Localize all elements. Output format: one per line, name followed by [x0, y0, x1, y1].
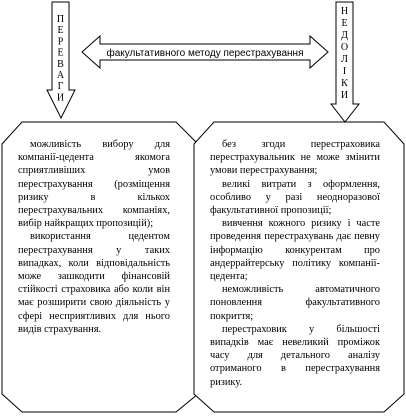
advantages-title-letter: П	[56, 14, 65, 25]
advantages-title-letter: Г	[57, 81, 64, 93]
disadvantage-item: перестраховик у більшості випадків має невеликий проміжок часу для детального аналізу отриманого в перестрахування ризику.	[210, 323, 380, 388]
disadvantages-title-letter: Н	[340, 6, 349, 17]
advantages-title-letter: И	[56, 92, 65, 104]
advantages-title-letter: Е	[57, 47, 64, 59]
disadvantages-title-letter: Д	[341, 30, 348, 41]
disadvantage-item: без згоди перестраховика перестрахувальник не може змінити умови перестрахування;	[210, 139, 380, 177]
disadvantage-item: неможливість автоматичного поновлення факультативного покриття;	[210, 284, 380, 322]
disadvantages-title-letter: Е	[341, 18, 348, 29]
disadvantages-list	[210, 138, 380, 389]
disadvantage-item: вивчення кожного ризику і часте проведення перестрахувань дає певну інформацію конкурентам про андеррайтерську політику компанії-цедента;	[210, 218, 380, 283]
advantages-title-letter: Р	[57, 36, 64, 48]
method-label: факультативного методу перестрахування	[106, 48, 304, 59]
advantages-title-letter: Е	[57, 25, 64, 37]
disadvantages-title-letter: Л	[341, 54, 348, 65]
advantage-item: можливість вибору для компанії-цедента якомога сприятливіших умов перестрахування (розміщення ризику в кількох перестрахувальних компаніях, вибір найкращих пропозицій);	[18, 139, 170, 230]
disadvantages-title-letter: К	[341, 78, 348, 89]
disadvantages-title-letter: О	[340, 42, 349, 53]
advantage-item: використання цедентом перестрахування у таких випадках, коли відповідальність може зашкодити фінансовій стійкості страховика або коли він має розширити свою діяльність у сфері несприятливих для нього видів страхування.	[18, 231, 170, 335]
advantages-list	[18, 138, 170, 336]
disadvantages-title-letter: І	[342, 66, 347, 77]
disadvantage-item: великі витрати з оформлення, особливо у разі неодноразової факультативної пропозиції;	[210, 178, 380, 217]
disadvantages-title	[341, 6, 348, 101]
advantages-title-letter: А	[56, 70, 65, 81]
disadvantages-title-letter: И	[340, 90, 349, 101]
advantages-title-letter: В	[57, 58, 64, 70]
